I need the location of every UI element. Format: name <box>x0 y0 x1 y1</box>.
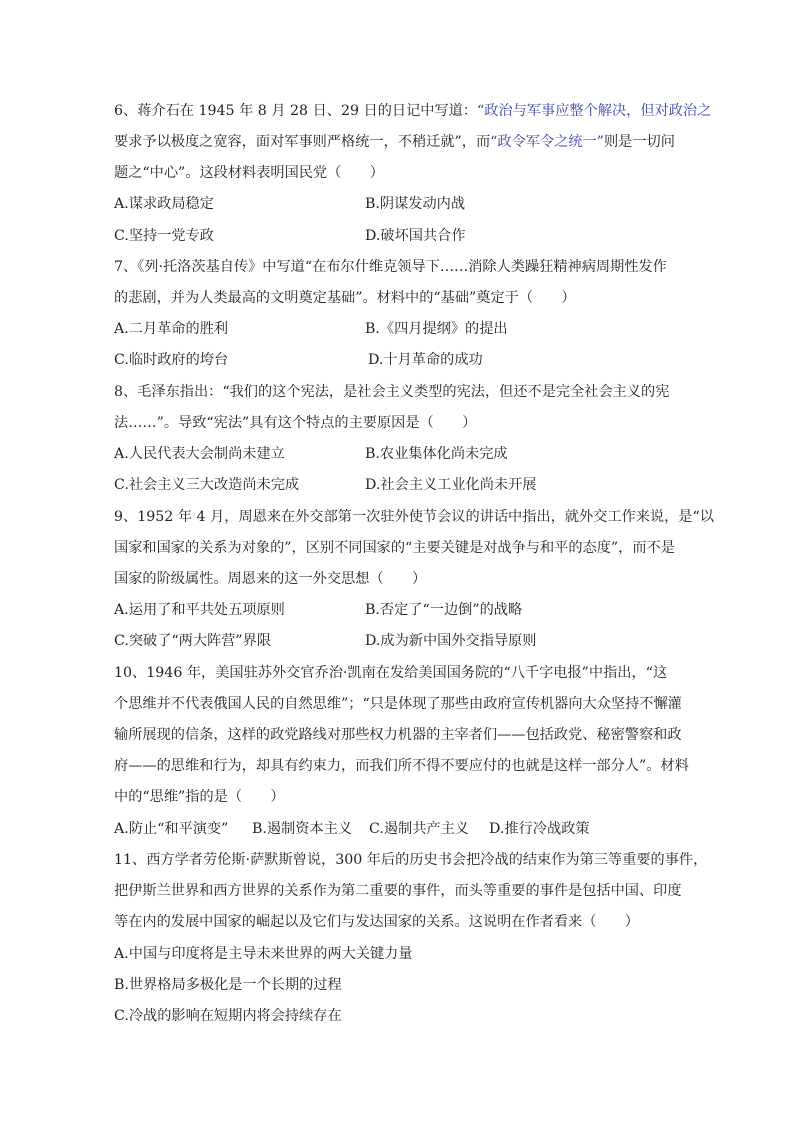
question-6-quote-2: “政令军令之统一” <box>490 134 604 150</box>
question-7-option-a: A.二月革命的胜利 <box>114 321 229 337</box>
question-7-option-b: B.《四月提纲》的提出 <box>365 321 508 337</box>
question-9-option-a: A.运用了和平共处五项原则 <box>114 602 285 618</box>
question-10-option-a: A.防止“和平演变” <box>114 821 229 837</box>
question-10-option-d: D.推行冷战政策 <box>489 821 590 837</box>
question-8-option-c: C.社会主义三大改造尚未完成 <box>114 477 300 493</box>
question-6-line-2a: 要求予以极度之宽容，面对军事则严格统一，不稍迁就”，而 <box>114 134 491 150</box>
question-10-line-5: 中的“思维”指的是（ ） <box>114 789 285 805</box>
question-8-line-2: 法……”。导致“宪法”具有这个特点的主要原因是（ ） <box>114 415 477 431</box>
question-6-option-d: D.破坏国共合作 <box>365 228 466 244</box>
question-6-quote-1: “政治与军事应整个解决，但对政治之 <box>477 103 712 119</box>
question-6-option-a: A.谋求政局稳定 <box>114 196 214 212</box>
question-7-option-c: C.临时政府的垮台 <box>114 352 229 368</box>
question-10-line-1: 10、1946 年，美国驻苏外交官乔治·凯南在发给美国国务院的“八千字电报”中指出，“这 <box>114 665 668 681</box>
question-9-line-3: 国家的阶级属性。周恩来的这一外交思想（ ） <box>114 571 427 587</box>
question-6-option-b: B.阴谋发动内战 <box>365 196 466 212</box>
question-7-line-1: 7、《列·托洛茨基自传》中写道“在布尔什维克领导下……消除人类躁狂精神病周期性发作 <box>114 259 667 275</box>
question-8-line-1: 8、毛泽东指出：“我们的这个宪法，是社会主义类型的宪法，但还不是完全社会主义的宪 <box>114 384 670 400</box>
question-8-option-a: A.人民代表大会制尚未建立 <box>114 446 285 462</box>
question-6-line-1a: 6、蒋介石在 1945 年 8 月 28 日、29 日的日记中写道： <box>114 103 478 119</box>
question-8-option-d: D.社会主义工业化尚未开展 <box>365 477 537 493</box>
question-11-line-2: 把伊斯兰世界和西方世界的关系作为第二重要的事件，而头等重要的事件是包括中国、印度 <box>114 883 682 899</box>
question-11-line-3: 等在内的发展中国家的崛起以及它们与发达国家的关系。这说明在作者看来（ ） <box>114 914 639 930</box>
question-9-option-c: C.突破了“两大阵营”界限 <box>114 633 272 649</box>
question-9-line-1: 9、1952 年 4 月，周恩来在外交部第一次驻外使节会议的讲话中指出，就外交工作来说，是“以 <box>114 509 714 525</box>
question-9-option-d: D.成为新中国外交指导原则 <box>365 633 537 649</box>
question-10-option-c: C.遏制共产主义 <box>369 821 469 837</box>
question-11-option-c: C.冷战的影响在短期内将会持续存在 <box>114 1008 342 1024</box>
question-6-option-c: C.坚持一党专政 <box>114 228 214 244</box>
question-11-option-a: A.中国与印度将是主导未来世界的两大关键力量 <box>114 946 413 962</box>
question-9-line-2: 国家和国家的关系为对象的”，区别不同国家的“主要关键是对战争与和平的态度”，而不是 <box>114 540 675 556</box>
question-6-line-1 <box>114 101 712 121</box>
question-8-option-b: B.农业集体化尚未完成 <box>365 446 508 462</box>
question-7-option-d: D.十月革命的成功 <box>368 352 483 368</box>
question-9-option-b: B.否定了“一边倒”的战略 <box>365 602 523 618</box>
question-7-line-2: 的悲剧，并为人类最高的文明奠定基础”。材料中的“基础”奠定于（ ） <box>114 290 576 306</box>
question-10-line-3: 输所展现的信条，这样的政党路线对那些权力机器的主宰者们——包括政党、秘密警察和政 <box>114 727 682 743</box>
question-11-line-1: 11、西方学者劳伦斯·萨默斯曾说，300 年后的历史书会把冷战的结束作为第三等重要的事件， <box>114 852 708 868</box>
question-6-line-2c: 则是一切问 <box>603 134 675 150</box>
question-11-option-b: B.世界格局多极化是一个长期的过程 <box>114 977 342 993</box>
question-10-line-4: 府——的思维和行为，却具有约束力，而我们所不得不要应付的也就是这样一部分人”。材料 <box>114 758 689 774</box>
question-6-line-3: 题之“中心”。这段材料表明国民党（ ） <box>114 165 384 181</box>
question-10-line-2: 个思维并不代表俄国人民的自然思维”；“只是体现了那些由政府宣传机器向大众坚持不懈灌 <box>114 696 682 712</box>
question-6-line-2 <box>114 132 694 152</box>
question-10-option-b: B.遏制资本主义 <box>252 821 353 837</box>
